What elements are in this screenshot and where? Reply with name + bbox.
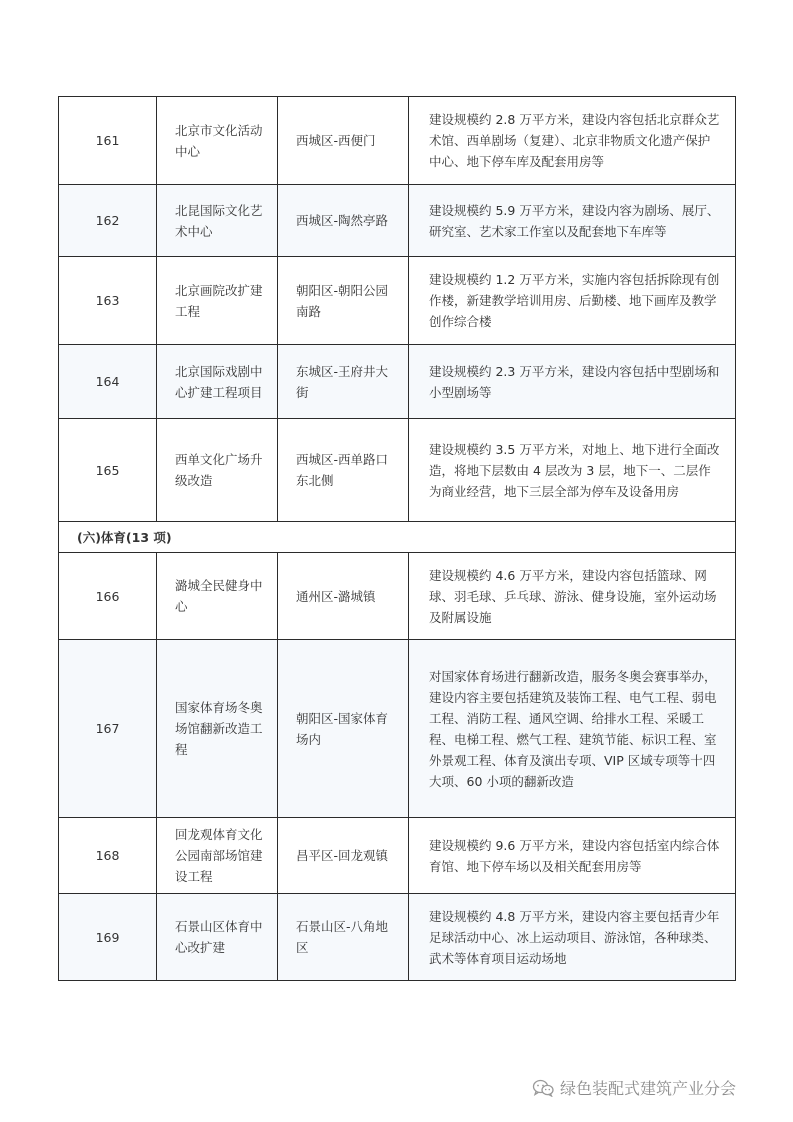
project-name: 潞城全民健身中心 <box>157 553 278 640</box>
project-description: 建设规模约 2.3 万平方米，建设内容包括中型剧场和小型剧场等 <box>409 345 736 419</box>
wechat-icon <box>532 1079 554 1097</box>
project-location: 石景山区-八角地区 <box>278 894 409 981</box>
project-location: 西城区-西单路口东北侧 <box>278 419 409 522</box>
project-name: 北京国际戏剧中心扩建工程项目 <box>157 345 278 419</box>
project-description: 对国家体育场进行翻新改造，服务冬奥会赛事举办，建设内容主要包括建筑及装饰工程、电气工程、弱电工程、消防工程、通风空调、给排水工程、采暖工程、电梯工程、燃气工程、建筑节能、标识工程、室外景观工程、体育及演出专项、VIP 区域专项等十四大项、60 小项的翻新改造 <box>409 640 736 818</box>
table-row <box>59 640 736 818</box>
row-number: 162 <box>59 185 157 257</box>
project-name: 北京市文化活动中心 <box>157 97 278 185</box>
watermark <box>532 1076 736 1099</box>
project-description: 建设规模约 4.6 万平方米，建设内容包括篮球、网球、羽毛球、乒乓球、游泳、健身设施，室外运动场及附属设施 <box>409 553 736 640</box>
project-location: 东城区-王府井大街 <box>278 345 409 419</box>
project-location: 昌平区-回龙观镇 <box>278 818 409 894</box>
project-description: 建设规模约 5.9 万平方米，建设内容为剧场、展厅、研究室、艺术家工作室以及配套地下车库等 <box>409 185 736 257</box>
row-number: 161 <box>59 97 157 185</box>
section-heading-row <box>59 522 736 553</box>
project-description: 建设规模约 4.8 万平方米，建设内容主要包括青少年足球活动中心、冰上运动项目、游泳馆，各种球类、武术等体育项目运动场地 <box>409 894 736 981</box>
row-number: 166 <box>59 553 157 640</box>
project-name: 北昆国际文化艺术中心 <box>157 185 278 257</box>
table-row <box>59 818 736 894</box>
table-row <box>59 419 736 522</box>
project-location: 朝阳区-朝阳公园南路 <box>278 257 409 345</box>
watermark-text: 绿色装配式建筑产业分会 <box>560 1079 737 1098</box>
project-description: 建设规模约 2.8 万平方米，建设内容包括北京群众艺术馆、西单剧场（复建）、北京非物质文化遗产保护中心、地下停车库及配套用房等 <box>409 97 736 185</box>
project-name: 回龙观体育文化公园南部场馆建设工程 <box>157 818 278 894</box>
row-number: 168 <box>59 818 157 894</box>
project-description: 建设规模约 3.5 万平方米，对地上、地下进行全面改造，将地下层数由 4 层改为 3 层，地下一、二层作为商业经营，地下三层全部为停车及设备用房 <box>409 419 736 522</box>
project-location: 朝阳区-国家体育场内 <box>278 640 409 818</box>
section-title: (六)体育(13 项) <box>59 522 736 553</box>
project-description: 建设规模约 9.6 万平方米，建设内容包括室内综合体育馆、地下停车场以及相关配套用房等 <box>409 818 736 894</box>
row-number: 167 <box>59 640 157 818</box>
project-location: 西城区-西便门 <box>278 97 409 185</box>
project-location: 通州区-潞城镇 <box>278 553 409 640</box>
project-location: 西城区-陶然亭路 <box>278 185 409 257</box>
row-number: 169 <box>59 894 157 981</box>
project-description: 建设规模约 1.2 万平方米，实施内容包括拆除现有创作楼，新建教学培训用房、后勤楼、地下画库及教学创作综合楼 <box>409 257 736 345</box>
project-name: 北京画院改扩建工程 <box>157 257 278 345</box>
row-number: 165 <box>59 419 157 522</box>
row-number: 163 <box>59 257 157 345</box>
project-name: 国家体育场冬奥场馆翻新改造工程 <box>157 640 278 818</box>
table-row <box>59 345 736 419</box>
projects-table <box>58 96 736 981</box>
table-row <box>59 257 736 345</box>
table-row <box>59 97 736 185</box>
project-name: 西单文化广场升级改造 <box>157 419 278 522</box>
row-number: 164 <box>59 345 157 419</box>
project-name: 石景山区体育中心改扩建 <box>157 894 278 981</box>
table-row <box>59 553 736 640</box>
table-row <box>59 894 736 981</box>
table-row <box>59 185 736 257</box>
